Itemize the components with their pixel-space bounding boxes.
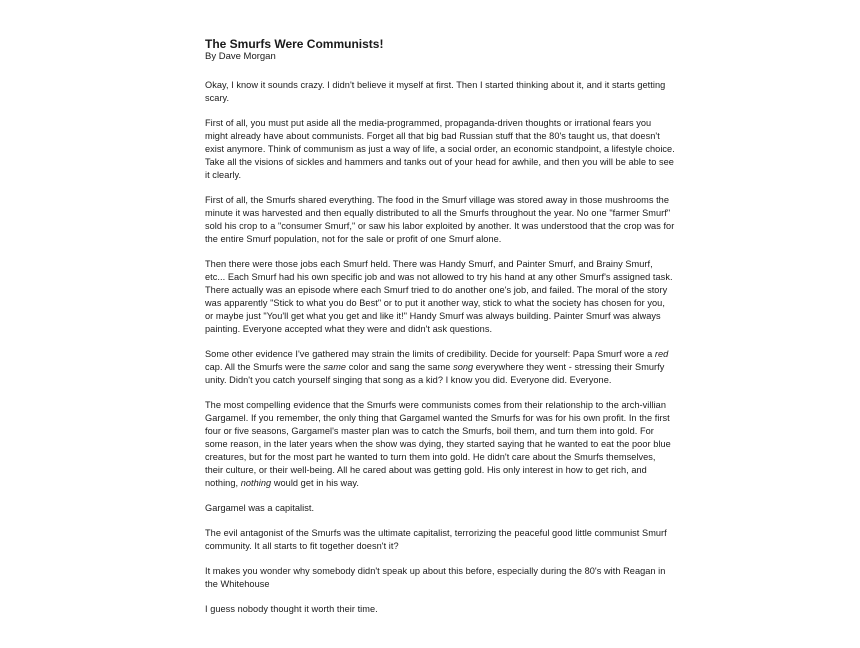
article-title: The Smurfs Were Communists! — [205, 37, 384, 51]
evidence-text-3: color and sang the same — [348, 362, 451, 372]
paragraph-gargamel — [205, 399, 675, 490]
evidence-text-2: cap. All the Smurfs were the — [205, 362, 321, 372]
paragraph-capitalist: Gargamel was a capitalist. — [205, 503, 315, 513]
emphasis-red: red — [654, 349, 669, 359]
paragraph-sharing: First of all, the Smurfs shared everything. The food in the Smurf village was stored away in those mushrooms the minute it was harvested and then equally distributed to all the Smurfs throughout the year. No one "farmer Smurf" sold his crop to a "consumer Smurf," or saw his labor exploited by another. It was understood that the crop was for the entire Smurf population, not for the sale or profit of one Smurf alone. — [205, 195, 675, 244]
paragraph-intro: Okay, I know it sounds crazy. I didn't believe it myself at first. Then I started thinking about it, and it starts getting scary. — [205, 80, 666, 103]
paragraph-reagan: It makes you wonder why somebody didn't speak up about this before, especially during the 80's with Reagan in the Whitehouse — [205, 566, 666, 589]
paragraph-evidence — [205, 348, 675, 387]
emphasis-song: song — [453, 362, 474, 372]
paragraph-jobs: Then there were those jobs each Smurf held. There was Handy Smurf, and Painter Smurf, and Brainy Smurf, etc... Each Smurf had his own specific job and was not allowed to try his hand at any other Smurf's assigned task. There actually was an episode where each Smurf tried to do another one's job, and failed. The moral of the story was apparently "Stick to what you do Best" or to put it another way, stick to what the society has chosen for you, or maybe just "You'll get what you get and like it!" Handy Smurf was always building. Painter Smurf was always painting. Everyone accepted what they were and didn't ask questions. — [205, 259, 673, 334]
paragraph-closing: I guess nobody thought it worth their time. — [205, 604, 378, 614]
emphasis-nothing: nothing — [240, 478, 272, 488]
evidence-text-4: everywhere they went - stressing their Smurfy unity. Didn't you catch yourself singing that song as a kid? I know you did. Everyone did. Everyone. — [205, 362, 665, 385]
evidence-text-1: Some other evidence I've gathered may strain the limits of credibility. Decide for yourself: Papa Smurf wore a — [205, 349, 653, 359]
paragraph-antagonist: The evil antagonist of the Smurfs was the ultimate capitalist, terrorizing the peaceful good little communist Smurf community. It all starts to fit together doesn't it? — [205, 528, 667, 551]
article-byline: By Dave Morgan — [205, 51, 276, 62]
paragraph-preconceptions: First of all, you must put aside all the media-programmed, propaganda-driven thoughts or irrational fears you might already have about communists. Forget all that big bad Russian stuff that the 80's taught us, that doesn't exist anymore. Think of communism as just a way of life, a social order, an economic standpoint, a lifestyle choice. Take all the visions of sickles and hammers and tanks out of your head for awhile, and then you will be able to see it clearly. — [205, 118, 675, 180]
emphasis-same: same — [323, 362, 347, 372]
article — [205, 38, 675, 628]
gargamel-text-end: would get in his way. — [273, 478, 359, 488]
gargamel-text: The most compelling evidence that the Smurfs were communists comes from their relationship to the arch-villian Gargamel. If you remember, the only thing that Gargamel wanted the Smurfs for was for his own profit. In the first four or five seasons, Gargamel's master plan was to catch the Smurfs, boil them, and turn them into gold. For some reason, in the later years when the show was dying, they started saying that he wanted to eat the poor blue creatures, but for the most part he wanted to turn them into gold. He didn't care about the Smurfs themselves, their culture, or their well-being. All he cared about was getting gold. His only interest in how to get rich, and nothing, — [205, 400, 671, 488]
